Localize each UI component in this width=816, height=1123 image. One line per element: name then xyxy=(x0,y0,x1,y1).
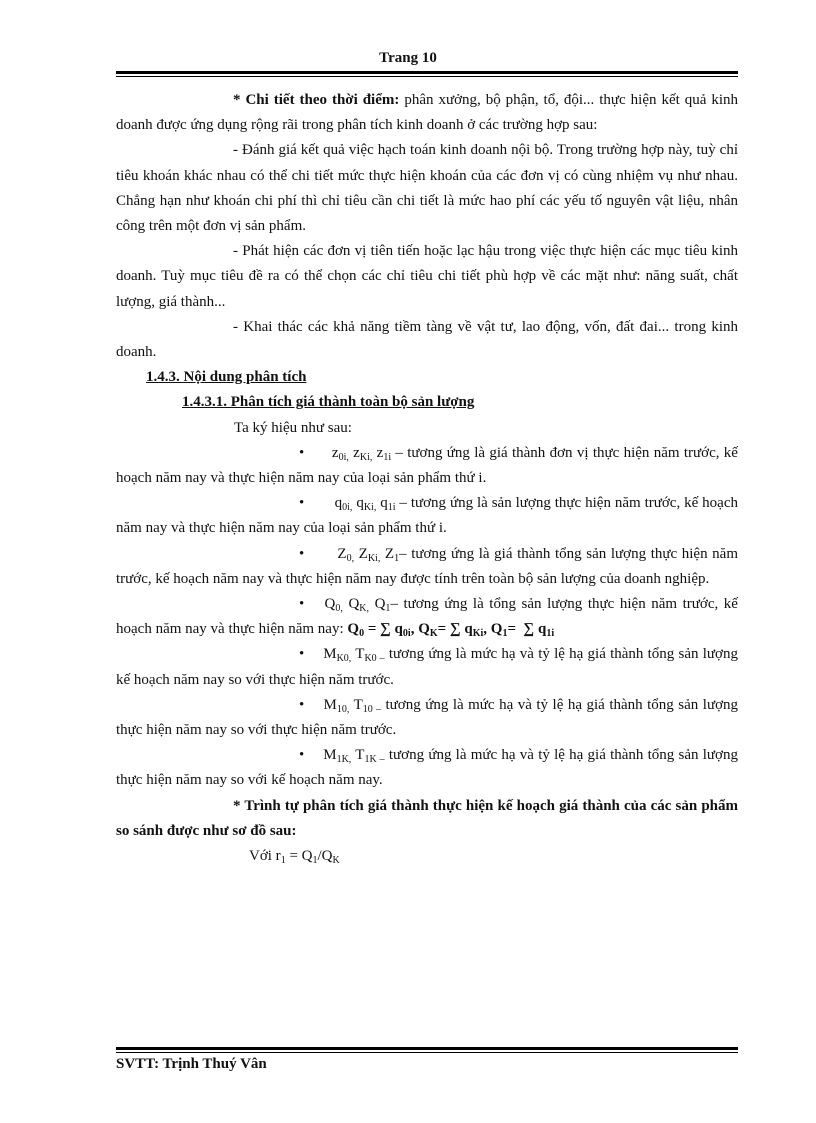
list-item: • $M_{10,}$ $T_{10 -}$ tương ứng là mức hạ và tỷ lệ hạ giá thành tổng sản lượng thực hiện năm nay so với thực hiện năm trước. xyxy=(116,696,739,739)
footer-author: SVTT: Trịnh Thuý Vân xyxy=(116,1056,267,1072)
section-heading: 1.4.3. Nội dung phân tích xyxy=(146,369,307,386)
subsection-heading: 1.4.3.1. Phân tích giá thành toàn bộ sản lượng xyxy=(182,394,475,411)
symbol-intro: Ta ký hiệu như sau: xyxy=(234,419,352,436)
paragraph-internal-accounting: - Đánh giá kết quả việc hạch toán kinh doanh nội bộ. Trong trường hợp này, tuỳ chỉ tiêu khoán khác nhau có thể chi tiết mức thực hiện khoán của các đơn vị có cùng nhiệm vụ như nhau. Chẳng hạn như khoán chi phí thì chỉ tiêu cần chi tiết là mức hao phí các yếu tố nguyên vật liệu, nhân công trên một đơn vị sản phẩm. xyxy=(116,142,738,235)
paragraph-advanced-units: - Phát hiện các đơn vị tiên tiến hoặc lạc hậu trong việc thực hiện các mục tiêu kinh doanh. Tuỳ mục tiêu đề ra có thể chọn các chỉ tiêu chi tiết phù hợp về các mặt như: năng suất, chất lượng, giá thành... xyxy=(116,243,738,310)
list-item: • $M_{K0,}$ $T_{K0 -}$ tương ứng là mức hạ và tỷ lệ hạ giá thành tổng sản lượng kế hoạch năm nay so với thực hiện năm trước. xyxy=(116,646,738,688)
page-header: Trang 10 xyxy=(379,50,437,66)
list-item: • $Z_{0,}$ $Z_{Ki,}$ $Z_1-$ tương ứng là giá thành tổng sản lượng thực hiện năm trước, kế hoạch năm nay và thực hiện năm nay được tính trên toàn bộ sản lượng của doanh nghiệp. xyxy=(116,545,738,587)
ratio-formula: Với $r_1 = Q_1/Q_K$ xyxy=(249,848,340,867)
footer-rule xyxy=(116,1047,738,1053)
list-item: • $z_{0i,}$ $z_{Ki,}$ $z_{1i}$ – tương ứng là giá thành đơn vị thực hiện năm trước, kế hoạch năm nay và thực hiện năm nay của loại sản phẩm thứ i. xyxy=(116,444,738,487)
paragraph-detail-by-time: * Chi tiết theo thời điểm: phân xưởng, bộ phận, tổ, đội... thực hiện kết quả kinh doanh được ứng dụng rộng rãi trong phân tích kinh doanh ở các trường hợp sau: xyxy=(116,92,738,134)
list-item: • $Q_{0,}$ $Q_{K,}$ $Q_1-$ tương ứng là tổng sản lượng thực hiện năm trước, kế hoạch năm nay và thực hiện năm nay: $Q_0$ = ∑ $q_{0i}$, $Q_K=$ ∑ $q_{Ki}$, $Q_1=$ ∑ $q_{1i}$ xyxy=(116,596,738,640)
list-item: • $M_{1K,}$ $T_{1K -}$ tương ứng là mức hạ và tỷ lệ hạ giá thành tổng sản lượng thực hiện năm nay so với kế hoạch năm nay. xyxy=(116,747,738,789)
paragraph-potential: - Khai thác các khả năng tiềm tàng về vật tư, lao động, vốn, đất đai... trong kinh doanh. xyxy=(116,318,738,361)
paragraph-analysis-sequence: * Trình tự phân tích giá thành thực hiện kế hoạch giá thành của các sản phẩm so sánh được như sơ đồ sau: xyxy=(116,797,738,839)
list-item: • $q_{0i,}$ $q_{Ki,}$ $q_{1i}$ – tương ứng là sản lượng thực hiện năm trước, kế hoạch năm nay và thực hiện năm nay của loại sản phẩm thứ i. xyxy=(116,495,738,537)
document-body xyxy=(116,88,738,869)
header-rule xyxy=(116,71,738,77)
